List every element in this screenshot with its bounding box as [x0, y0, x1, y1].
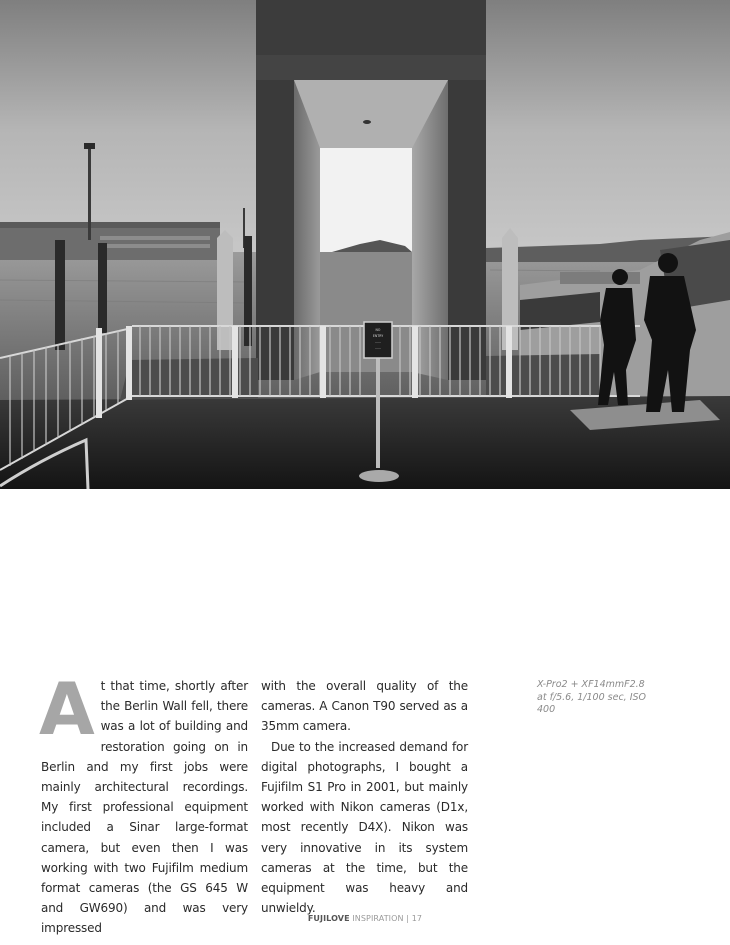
article-paragraph: with the overall quality of the cameras. A Canon T90 served as a 35mm camera. — [261, 679, 468, 734]
photo-caption: X-Pro2 + XF14mmF2.8 at f/5.6, 1/100 sec, ISO 400 — [537, 679, 647, 715]
sign-line: ...... — [374, 346, 382, 350]
sign-line: NO — [375, 328, 381, 332]
sign-line: ENTRY — [372, 334, 384, 338]
page-number: 17 — [411, 914, 423, 923]
page-footer — [0, 914, 730, 923]
article-paragraph: t that time, shortly after the Berlin Wall fell, there was a lot of building and restoration going on in Berlin and my first jobs were mainly architectural recordings. My first professional equipment included a Sinar large-format camera, but even then I was working with two Fujifilm medium format cameras (the GS 645 W and GW690) and was very impressed — [41, 679, 248, 936]
drop-cap: A — [39, 667, 95, 751]
article-paragraph: Due to the increased demand for digital photographs, I bought a Fujifilm S1 Pro in 2001, but mainly worked with Nikon cameras (D1x, most recently D4X). Nikon was very innovative in its system cameras at the time, but the equipment was heavy and unwieldy. — [261, 739, 468, 916]
footer-section: INSPIRATION — [352, 914, 404, 923]
article-column-2 — [261, 676, 468, 918]
sign-line: ...... — [374, 340, 382, 344]
footer-separator: | — [406, 914, 410, 923]
footer-brand: FUJILOVE — [307, 914, 350, 923]
article-column-1 — [39, 667, 248, 939]
